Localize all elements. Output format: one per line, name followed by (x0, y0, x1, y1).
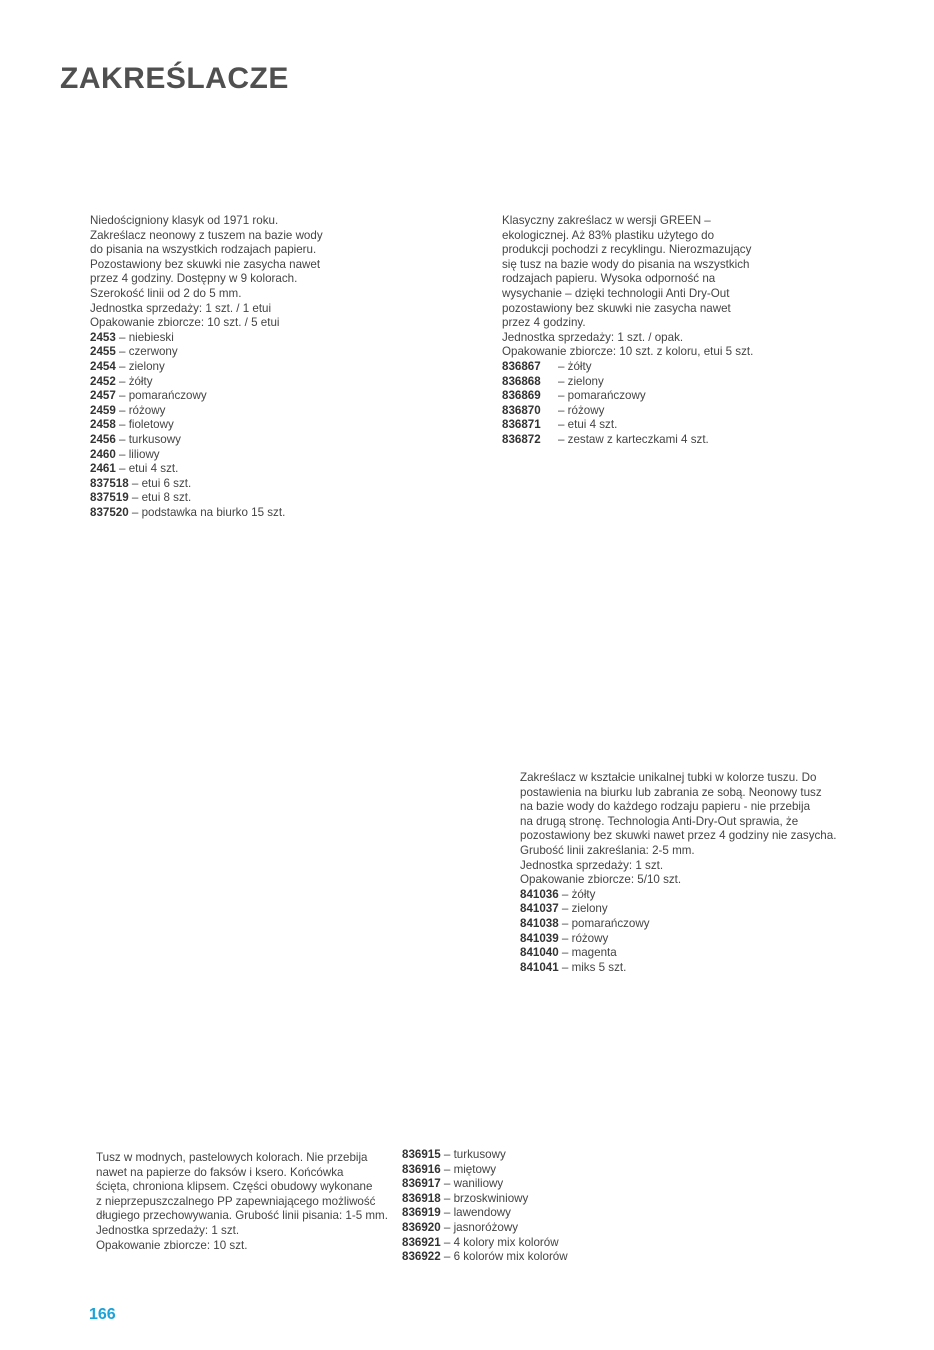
description-line: nawet na papierze do faksów i ksero. Końcówka (96, 1165, 344, 1179)
product-code: 2455 (90, 345, 116, 359)
list-item (520, 917, 836, 932)
product-code: 841036 (520, 887, 559, 901)
description-line: Opakowanie zbiorcze: 10 szt. (96, 1238, 248, 1252)
product-code: 2458 (90, 418, 116, 432)
separator: – (440, 1220, 454, 1234)
product-variant: miks 5 szt. (571, 960, 627, 974)
separator: – (440, 1148, 454, 1161)
separator: – (558, 887, 572, 901)
list-item (90, 448, 323, 463)
description-line: się tusz na bazie wody do pisania na wszystkich (502, 257, 750, 271)
product-code: 836867 (502, 359, 541, 373)
list-item (402, 1236, 568, 1251)
separator: – (440, 1250, 454, 1264)
list-item (90, 375, 323, 390)
product-description (520, 771, 836, 888)
product-code: 836872 (502, 432, 541, 446)
product-code: 836869 (502, 389, 541, 403)
list-item (502, 389, 753, 404)
list-item (402, 1221, 568, 1236)
product-variant: różowy (571, 931, 609, 945)
product-variant: pomarańczowy (567, 389, 646, 403)
list-item (90, 331, 323, 346)
separator: – (115, 403, 129, 417)
description-line: rodzajach papieru. Wysoka odporność na (502, 272, 716, 286)
product-variant: waniliowy (453, 1177, 504, 1191)
description-line: wysychanie – dzięki technologii Anti Dry-Out (502, 286, 730, 300)
product-variant: żółty (567, 359, 592, 373)
separator: – (558, 389, 568, 403)
product-code: 2452 (90, 374, 116, 388)
list-item (502, 418, 753, 433)
list-item (90, 360, 323, 375)
description-line: produkcji pochodzi z recyklingu. Nierozmazujący (502, 243, 752, 257)
list-item (90, 404, 323, 419)
separator: – (440, 1235, 454, 1249)
separator: – (440, 1177, 454, 1191)
list-item (90, 491, 323, 506)
product-code: 2461 (90, 462, 116, 476)
product-code: 837520 (90, 505, 129, 519)
description-line: pozostawiony bez skuwki nie zasycha nawet (502, 301, 731, 315)
product-variant: miętowy (453, 1162, 497, 1176)
product-variant: zielony (571, 902, 608, 916)
product-block-pastel (96, 1151, 388, 1253)
description-line: ścięta, chroniona klipsem. Części obudowy wykonane (96, 1180, 373, 1194)
list-item (520, 961, 836, 976)
separator: – (558, 432, 568, 446)
product-code: 841039 (520, 931, 559, 945)
description-line: Jednostka sprzedaży: 1 szt. / opak. (502, 330, 684, 344)
page-number: 166 (89, 1306, 116, 1323)
separator: – (115, 432, 129, 446)
description-line: Klasyczny zakreślacz w wersji GREEN – (502, 214, 711, 227)
description-line: długiego przechowywania. Grubość linii pisania: 1-5 mm. (96, 1209, 388, 1223)
product-variant: 6 kolorów mix kolorów (453, 1250, 568, 1264)
description-line: przez 4 godziny. (502, 316, 586, 330)
list-item (90, 418, 323, 433)
description-line: do pisania na wszystkich rodzajach papieru. (90, 243, 317, 257)
product-code: 836871 (502, 418, 541, 432)
product-variant: niebieski (128, 330, 174, 344)
list-item (402, 1250, 568, 1265)
product-code: 2460 (90, 447, 116, 461)
description-line: Opakowanie zbiorcze: 5/10 szt. (520, 873, 682, 887)
product-variant: etui 4 szt. (128, 462, 179, 476)
product-code: 837519 (90, 491, 129, 505)
product-variant: brzoskwiniowy (453, 1191, 529, 1205)
list-item (90, 433, 323, 448)
product-code: 836918 (402, 1191, 441, 1205)
product-variant: etui 8 szt. (141, 491, 192, 505)
description-line: Opakowanie zbiorcze: 10 szt. / 5 etui (90, 316, 280, 330)
separator: – (558, 403, 568, 417)
description-line: Szerokość linii od 2 do 5 mm. (90, 286, 242, 300)
product-code: 2456 (90, 432, 116, 446)
separator: – (440, 1206, 454, 1220)
description-line: Grubość linii zakreślania: 2-5 mm. (520, 843, 695, 857)
product-code: 841041 (520, 960, 559, 974)
product-code: 836916 (402, 1162, 441, 1176)
product-variant: jasnoróżowy (453, 1220, 519, 1234)
product-variant: pomarańczowy (128, 389, 207, 403)
list-item (402, 1192, 568, 1207)
product-variant: etui 6 szt. (141, 476, 192, 490)
description-line: z nieprzepuszczalnego PP zapewniającego możliwość (96, 1194, 376, 1208)
separator: – (115, 345, 129, 359)
product-code: 836868 (502, 374, 541, 388)
product-code: 836870 (502, 403, 541, 417)
product-variant: zielony (128, 359, 165, 373)
separator: – (558, 902, 572, 916)
product-variant: turkusowy (128, 432, 181, 446)
product-code: 2453 (90, 330, 116, 344)
product-variant: żółty (128, 374, 153, 388)
product-variant: pomarańczowy (571, 916, 650, 930)
separator: – (558, 359, 568, 373)
product-variant: fioletowy (128, 418, 174, 432)
separator: – (558, 960, 572, 974)
separator: – (115, 418, 129, 432)
description-line: ekologicznej. Aż 83% plastiku użytego do (502, 228, 715, 242)
list-item (520, 902, 836, 917)
separator: – (128, 491, 142, 505)
list-item (90, 477, 323, 492)
product-variant: żółty (571, 887, 596, 901)
product-code-list (502, 360, 753, 448)
product-variant: magenta (571, 946, 617, 960)
list-item (502, 433, 753, 448)
product-code: 837518 (90, 476, 129, 490)
description-line: Tusz w modnych, pastelowych kolorach. Nie przebija (96, 1151, 368, 1164)
product-variant: różowy (567, 403, 605, 417)
product-variant: turkusowy (453, 1148, 506, 1161)
product-block-classic (90, 214, 323, 520)
product-code: 2457 (90, 389, 116, 403)
product-code: 841037 (520, 902, 559, 916)
separator: – (115, 359, 129, 373)
list-item (90, 506, 323, 521)
product-variant: różowy (128, 403, 166, 417)
separator: – (558, 418, 568, 432)
description-line: Jednostka sprzedaży: 1 szt. / 1 etui (90, 301, 272, 315)
separator: – (558, 931, 572, 945)
list-item (402, 1148, 568, 1163)
product-block-green (502, 214, 753, 448)
list-item (90, 389, 323, 404)
product-variant: 4 kolory mix kolorów (453, 1235, 559, 1249)
product-code: 836917 (402, 1177, 441, 1191)
description-line: postawienia na biurku lub zabrania ze sobą. Neonowy tusz (520, 785, 822, 799)
product-code: 836919 (402, 1206, 441, 1220)
description-line: Niedościgniony klasyk od 1971 roku. (90, 214, 279, 227)
product-code: 841040 (520, 946, 559, 960)
separator: – (440, 1162, 454, 1176)
list-item (402, 1177, 568, 1192)
product-code: 836921 (402, 1235, 441, 1249)
product-description (96, 1151, 388, 1253)
description-line: na bazie wody do każdego rodzaju papieru - nie przebija (520, 800, 811, 814)
separator: – (128, 476, 142, 490)
list-item (520, 932, 836, 947)
separator: – (558, 946, 572, 960)
product-variant: liliowy (128, 447, 160, 461)
product-variant: czerwony (128, 345, 178, 359)
description-line: Pozostawiony bez skuwki nie zasycha nawet (90, 257, 321, 271)
product-variant: zielony (567, 374, 604, 388)
product-code: 2459 (90, 403, 116, 417)
list-item (402, 1206, 568, 1221)
product-code-list (90, 331, 323, 521)
product-code: 836915 (402, 1148, 441, 1161)
product-variant: etui 4 szt. (567, 418, 618, 432)
separator: – (115, 374, 129, 388)
separator: – (115, 330, 129, 344)
separator: – (558, 374, 568, 388)
product-variant: zestaw z karteczkami 4 szt. (567, 432, 709, 446)
description-line: przez 4 godziny. Dostępny w 9 kolorach. (90, 272, 298, 286)
description-line: Zakreślacz w kształcie unikalnej tubki w kolorze tuszu. Do (520, 771, 817, 784)
list-item (502, 360, 753, 375)
description-line: Jednostka sprzedaży: 1 szt. (96, 1223, 240, 1237)
product-code: 2454 (90, 359, 116, 373)
product-description (90, 214, 323, 331)
list-item (402, 1163, 568, 1178)
description-line: Zakreślacz neonowy z tuszem na bazie wody (90, 228, 323, 242)
description-line: na drugą stronę. Technologia Anti-Dry-Out sprawia, że (520, 814, 799, 828)
page-title: ZAKREŚLACZE (60, 62, 289, 95)
list-item (90, 345, 323, 360)
product-variant: lawendowy (453, 1206, 511, 1220)
product-code: 836920 (402, 1220, 441, 1234)
description-line: Jednostka sprzedaży: 1 szt. (520, 858, 664, 872)
separator: – (115, 389, 129, 403)
product-code-list-pastel (402, 1148, 568, 1265)
separator: – (115, 447, 129, 461)
product-code-list (520, 888, 836, 976)
product-description (502, 214, 753, 360)
list-item (90, 462, 323, 477)
separator: – (440, 1191, 454, 1205)
product-variant: podstawka na biurko 15 szt. (141, 505, 286, 519)
product-block-tube (520, 771, 836, 975)
separator: – (558, 916, 572, 930)
list-item (502, 404, 753, 419)
description-line: pozostawiony bez skuwki nawet przez 4 godziny nie zasycha. (520, 829, 837, 843)
list-item (520, 888, 836, 903)
list-item (502, 375, 753, 390)
product-code: 841038 (520, 916, 559, 930)
description-line: Opakowanie zbiorcze: 10 szt. z koloru, etui 5 szt. (502, 345, 754, 359)
separator: – (128, 505, 142, 519)
separator: – (115, 462, 129, 476)
list-item (520, 946, 836, 961)
product-code: 836922 (402, 1250, 441, 1264)
